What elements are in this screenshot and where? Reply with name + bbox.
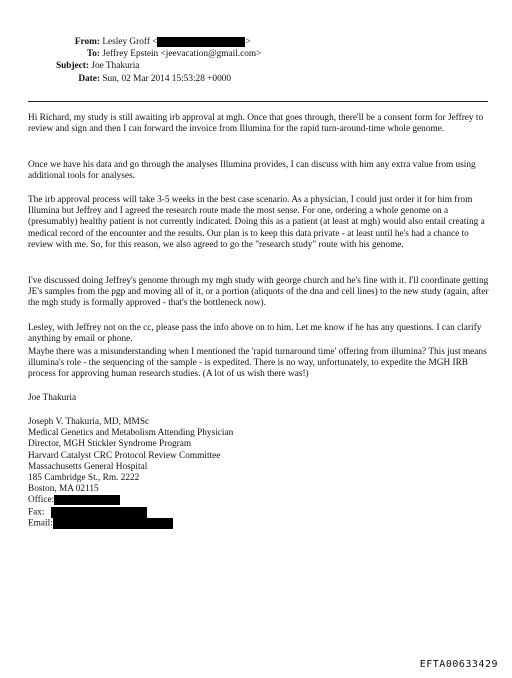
from-label: From: — [74, 37, 100, 47]
fax-label: Fax: — [28, 507, 45, 518]
body-paragraph: The irb approval process will take 3-5 weeks in the best case scenario. As a physician, I could just order it for him from Illumina but Jeffrey and I agreed the research route made the most sense. For one, ordering a whole genome on a (presumably) healthy patient is not currently indicated. Doing this as a patient (at least at mgh) would also entail creating a medical record of the encounter and the results. Our plan is to keep this data private - at least until he's had a chance to review with me. So, for this reason, we also agreed to go the "research study" route with his genome. — [28, 195, 485, 250]
to-value: Jeffrey Epstein <jeevacation@gmail.com> — [102, 49, 262, 59]
header-from-row — [28, 36, 251, 48]
redaction-bar — [157, 37, 245, 47]
header-date-row — [28, 73, 231, 85]
body-paragraph: Maybe there was a misunderstanding when I mentioned the 'rapid turnaround time' offering from illumina? This just means illumina's role - the sequencing of the sample - is expedited. There is no way, unfortunately, to expedite the MGH IRB process for approving human research studies. (A lot of us wish there was!) — [28, 347, 487, 380]
signature-line: Boston, MA 02115 — [28, 484, 99, 495]
date-label: Date: — [78, 74, 100, 84]
redaction-bar — [51, 507, 147, 518]
to-label: To: — [86, 49, 100, 59]
document-id: EFTA00633429 — [419, 659, 498, 670]
office-row — [28, 495, 233, 506]
signature-line: Harvard Catalyst CRC Protocol Review Committee — [28, 450, 221, 461]
header-to-row — [28, 48, 261, 60]
from-value: Lesley Groff < — [102, 37, 158, 47]
signature-line: Director, MGH Stickler Syndrome Program — [28, 439, 192, 450]
body-paragraph: I've discussed doing Jeffrey's genome through my mgh study with george church and he's fine with it. I'll coordinate getting JE's samples from the pgp and moving all of it, or a portion (aliquots of the dna and cell lines) to the new study (again, after the mgh study is formally approved - that's the bottleneck now). — [28, 276, 489, 309]
email-label: Email: — [28, 518, 53, 529]
body-paragraph: Lesley, with Jeffrey not on the cc, please pass the info above on to him. Let me know if he has any questions. I can clarify anything by email or phone. — [28, 323, 482, 345]
email-row — [28, 518, 233, 529]
sign-off-name: Joe Thakuria — [28, 393, 77, 403]
body-paragraph: Hi Richard, my study is still awaiting irb approval at mgh. Once that goes through, there'll be a consent form for Jeffrey to review and sign and then I can forward the invoice from Illumina for the rapid turn-around-time whole genome. — [28, 113, 484, 135]
signature-line: Massachusetts General Hospital — [28, 461, 148, 472]
signature-line: Joseph V. Thakuria, MD, MMSc — [28, 417, 150, 427]
redaction-bar — [53, 518, 173, 529]
signature-block — [28, 417, 233, 529]
subject-value: Joe Thakuria — [91, 61, 140, 71]
body-paragraph: Once we have his data and go through the analyses Illumina provides, I can discuss with him any extra value from using additional tools for analyses. — [28, 160, 476, 182]
date-value: Sun, 02 Mar 2014 15:53:28 +0000 — [102, 74, 232, 84]
header-divider — [28, 101, 488, 102]
office-label: Office: — [28, 495, 55, 506]
subject-label: Subject: — [55, 61, 89, 71]
signature-line: 185 Cambridge St., Rm. 2222 — [28, 472, 140, 483]
signature-line: Medical Genetics and Metabolism Attending Physician — [28, 428, 234, 439]
from-suffix: > — [245, 37, 251, 47]
redaction-bar — [54, 495, 120, 505]
fax-row — [28, 507, 233, 518]
header-subject-row — [28, 60, 139, 72]
